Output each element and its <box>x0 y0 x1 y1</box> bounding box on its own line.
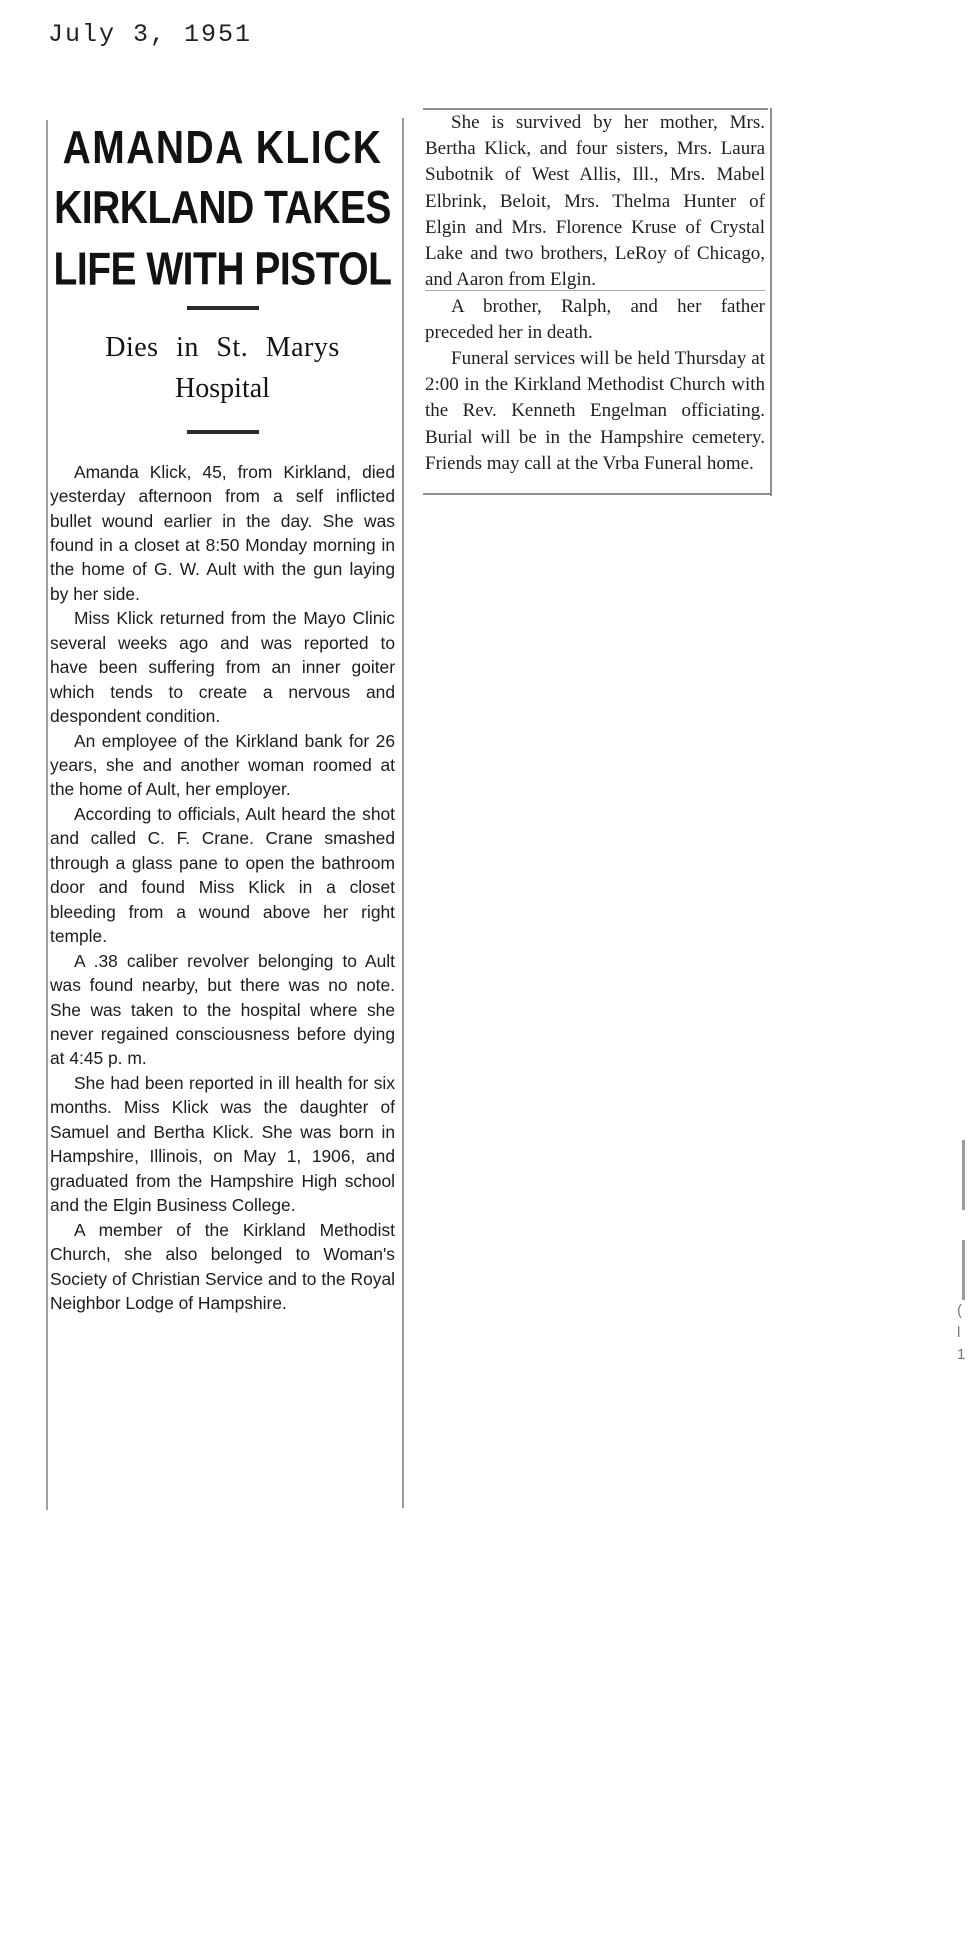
paragraph: Miss Klick returned from the Mayo Clinic several weeks ago and was reported to have been suffering from an inner goiter which tends to create a nervous and despondent condition. <box>50 608 395 727</box>
right-column <box>425 110 765 477</box>
subheadline <box>50 328 395 409</box>
page-edge-mark-3: 1 <box>957 1346 966 1363</box>
newspaper-clipping <box>30 100 950 1530</box>
paragraph: She is survived by her mother, Mrs. Bertha Klick, and four sisters, Mrs. Laura Subotnik of West Allis, Ill., Mrs. Mabel Elbrink, Beloit, Mrs. Thelma Hunter of Elgin and Mrs. Florence Kruse of Crystal Lake and two brothers, LeRoy of Chicago, and Aaron from Elgin. <box>425 112 765 291</box>
column-divider <box>402 118 404 1508</box>
clipping-left-cut-edge <box>46 120 48 1510</box>
page-edge-mark-2: l <box>957 1324 961 1341</box>
paragraph: Funeral services will be held Thursday at 2:00 in the Kirkland Methodist Church with the Rev. Kenneth Engelman officiating. Burial will be in the Hampshire cemetery. Friends may call at the Vrba Funeral home. <box>425 347 765 474</box>
right-column-body <box>425 110 765 477</box>
subheadline-rule <box>187 430 259 434</box>
page-edge-tick-top <box>962 1140 965 1210</box>
subheadline-line-1: Dies in St. Marys <box>105 332 340 364</box>
date-stamp: July 3, 1951 <box>48 20 253 49</box>
paragraph: A member of the Kirkland Methodist Church, she also belonged to Woman's Society of Christian Service and to the Royal Neighbor Lodge of Hampshire. <box>50 1219 395 1313</box>
right-column-right-edge <box>770 108 772 496</box>
paragraph: Amanda Klick, 45, from Kirkland, died yesterday afternoon from a self inflicted bullet wound earlier in the day. She was found in a closet at 8:50 Monday morning in the home of G. W. Ault with the gun laying by her side. <box>50 461 395 604</box>
headline <box>50 118 395 300</box>
paragraph: An employee of the Kirkland bank for 26 years, she and another woman roomed at the home of Ault, her employer. <box>50 730 395 800</box>
left-column <box>50 118 395 1315</box>
headline-line-3: LIFE WITH PISTOL <box>53 244 392 295</box>
right-column-bottom-edge <box>423 493 771 495</box>
paragraph: A .38 caliber revolver belonging to Ault was found nearby, but there was no note. She was taken to the hospital where she never regained consciousness before dying at 4:45 p. m. <box>50 950 395 1069</box>
headline-line-2: KIRKLAND TAKES <box>54 183 391 235</box>
page-edge-tick-bottom <box>962 1240 965 1300</box>
subheadline-line-2: Hospital <box>175 373 270 404</box>
paragraph: She had been reported in ill health for six months. Miss Klick was the daughter of Samuel and Bertha Klick. She was born in Hampshire, Illinois, on May 1, 1906, and graduated from the Hampshire High school and the Elgin Business College. <box>50 1072 395 1216</box>
headline-line-1: AMANDA KLICK <box>62 122 383 174</box>
headline-rule <box>187 306 259 310</box>
left-column-body <box>50 460 395 1316</box>
page-edge-mark-1: ( <box>957 1302 962 1319</box>
paragraph: According to officials, Ault heard the shot and called C. F. Crane. Crane smashed through a glass pane to open the bathroom door and found Miss Klick in a closet bleeding from a wound above her right temple. <box>50 803 395 947</box>
paragraph: A brother, Ralph, and her father preceded her in death. <box>425 295 765 343</box>
